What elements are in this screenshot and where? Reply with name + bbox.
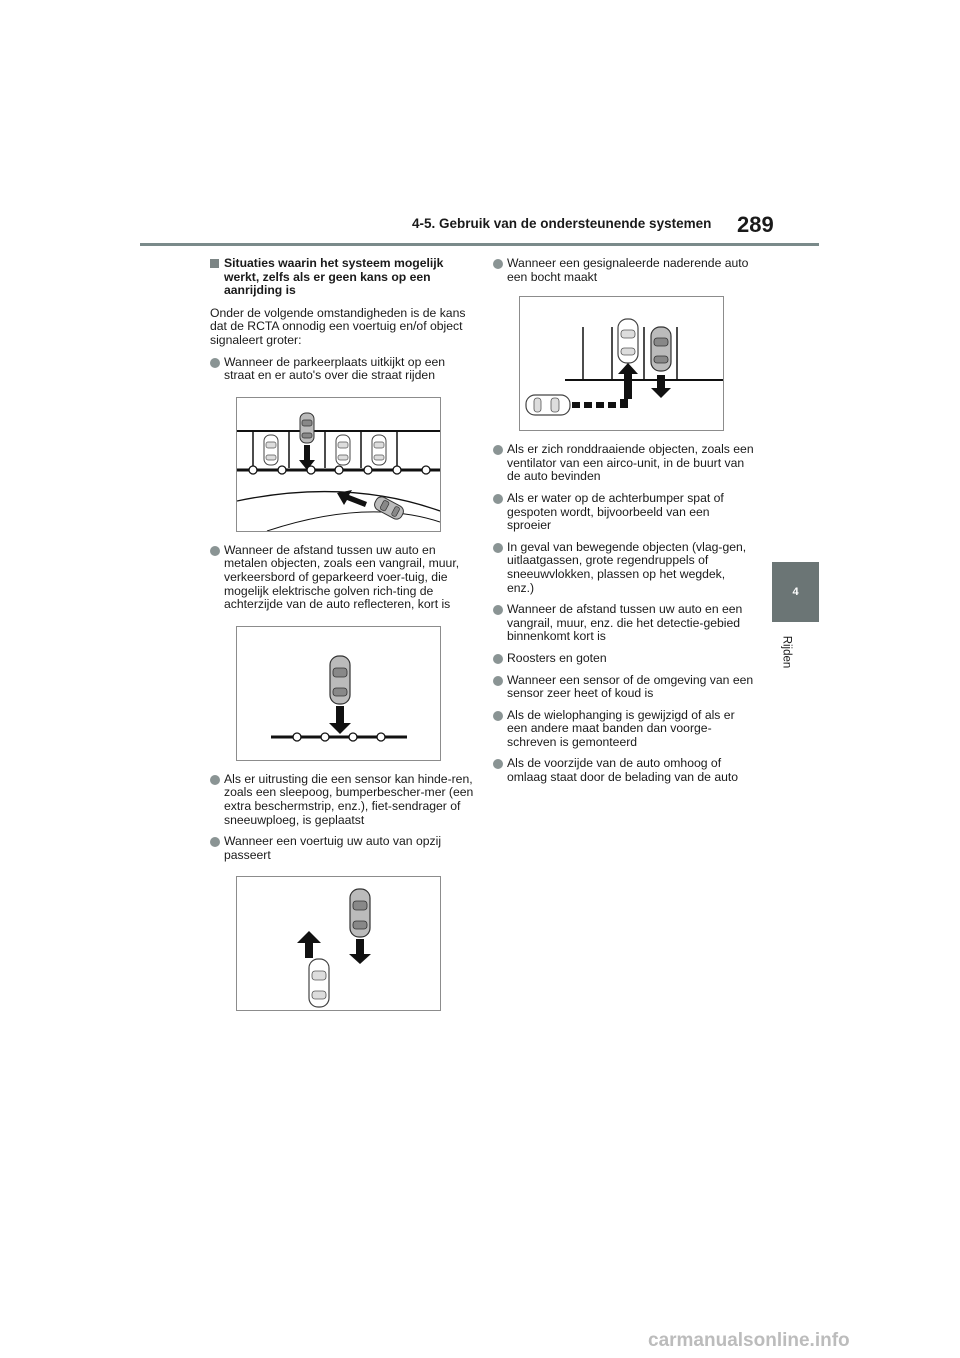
round-bullet-icon bbox=[493, 259, 503, 269]
bullet-item: Wanneer de parkeerplaats uitkijkt op een straat en er auto's over die straat rijden bbox=[210, 356, 475, 383]
round-bullet-icon bbox=[493, 605, 503, 615]
round-bullet-icon bbox=[210, 837, 220, 847]
round-bullet-icon bbox=[493, 654, 503, 664]
bullet-item: Als de voorzijde van de auto omhoog of omlaag staat door de belading van de auto bbox=[493, 757, 755, 784]
section-title: 4-5. Gebruik van de ondersteunende systemen bbox=[412, 216, 712, 231]
bullet-item: Wanneer de afstand tussen uw auto en een vangrail, muur, enz. die het detectie-gebied binnenkomt kort is bbox=[493, 603, 755, 644]
bullet-item: Wanneer een sensor of de omgeving van een sensor zeer heet of koud is bbox=[493, 674, 755, 701]
header-rule bbox=[140, 243, 819, 246]
guardrail-illustration bbox=[236, 626, 441, 761]
bullet-item: Wanneer de afstand tussen uw auto en metalen objecten, zoals een vangrail, muur, verkeersbord of geparkeerd voer-tuig, die mogelijk elektrische golven rich-ting de achterzijde van de auto reflecteren, kort is bbox=[210, 544, 475, 612]
bullet-item: Wanneer een voertuig uw auto van opzij passeert bbox=[210, 835, 475, 862]
footer-watermark[interactable]: carmanualsonline.info bbox=[648, 1330, 850, 1351]
round-bullet-icon bbox=[210, 775, 220, 785]
bullet-item: Als er zich ronddraaiende objecten, zoals een ventilator van een airco-unit, in de buurt van de auto bevinden bbox=[493, 443, 755, 484]
bullet-item: Wanneer een gesignaleerde naderende auto een bocht maakt bbox=[493, 257, 755, 284]
turning-vehicle-illustration bbox=[519, 296, 724, 431]
parking-street-illustration bbox=[236, 397, 441, 532]
round-bullet-icon bbox=[210, 358, 220, 368]
section-heading: Situaties waarin het systeem mogelijk werkt, zelfs als er geen kans op een aanrijding is bbox=[210, 257, 475, 298]
round-bullet-icon bbox=[493, 543, 503, 553]
chapter-label: Rijden bbox=[780, 635, 793, 669]
round-bullet-icon bbox=[493, 676, 503, 686]
page-number: 289 bbox=[737, 212, 774, 237]
bullet-item: Roosters en goten bbox=[493, 652, 755, 666]
passing-vehicle-illustration bbox=[236, 876, 441, 1011]
right-column bbox=[493, 257, 755, 793]
round-bullet-icon bbox=[493, 494, 503, 504]
round-bullet-icon bbox=[493, 759, 503, 769]
chapter-tab bbox=[772, 562, 819, 622]
bullet-item: Als de wielophanging is gewijzigd of als er een andere maat banden dan voorge-schreven is gemonteerd bbox=[493, 709, 755, 750]
chapter-number: 4 bbox=[792, 586, 799, 598]
bullet-item: Als er uitrusting die een sensor kan hinde-ren, zoals een sleepoog, bumperbescher-mer (een extra beschermstrip, enz.), fiet-sendrager of sneeuwploeg, is geplaatst bbox=[210, 773, 475, 827]
bullet-item: In geval van bewegende objecten (vlag-gen, uitlaatgassen, grote regendruppels of sneeuwvlokken, plassen op het wegdek, enz.) bbox=[493, 541, 755, 595]
round-bullet-icon bbox=[493, 445, 503, 455]
intro-paragraph: Onder de volgende omstandigheden is de kans dat de RCTA onnodig een voertuig en/of object signaleert groter: bbox=[210, 305, 466, 347]
bullet-item: Als er water op de achterbumper spat of gespoten wordt, bijvoorbeeld van een sproeier bbox=[493, 492, 755, 533]
round-bullet-icon bbox=[210, 546, 220, 556]
left-column bbox=[210, 257, 475, 1023]
square-bullet-icon bbox=[210, 259, 219, 268]
round-bullet-icon bbox=[493, 711, 503, 721]
